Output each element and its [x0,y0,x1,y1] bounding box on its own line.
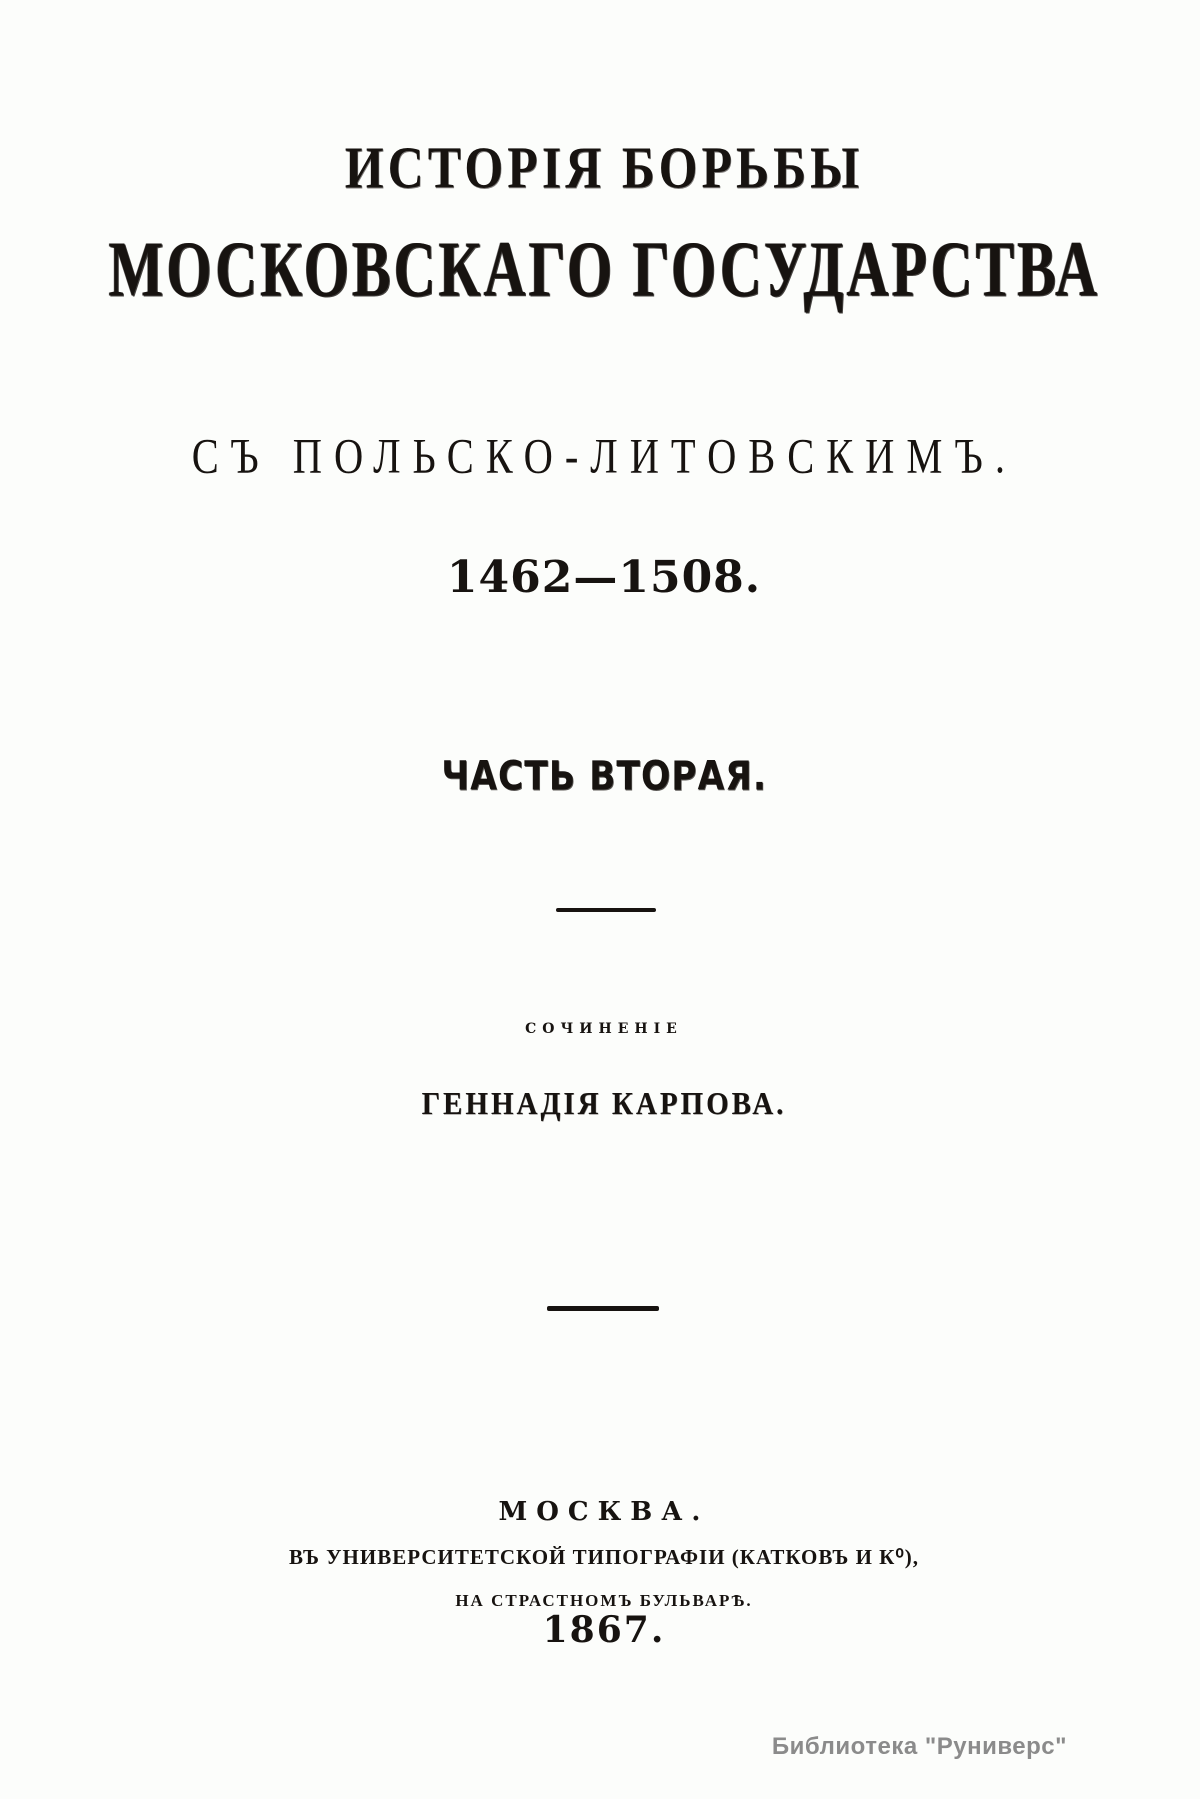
book-date-range: 1462—1508. [446,552,762,603]
imprint-address: НА СТРАСТНОМЪ БУЛЬВАРѢ. [455,1591,753,1610]
imprint-publisher: ВЪ УНИВЕРСИТЕТСКОЙ ТИПОГРАФІИ (КАТКОВЪ И К⁰), [288,1545,920,1569]
book-subtitle: СЪ ПОЛЬСКО-ЛИТОВСКИМЪ. [191,428,1017,484]
book-title-line-1: ИСТОРІЯ БОРЬБЫ [344,134,864,201]
author-name: ГЕННАДІЯ КАРПОВА. [421,1086,787,1122]
byline-label: СОЧИНЕНІЕ [525,1021,683,1037]
book-part-label: ЧАСТЬ ВТОРАЯ. [441,753,767,800]
divider-rule-bottom [547,1306,659,1311]
imprint-city: МОСКВА. [498,1497,710,1527]
book-title-line-2: МОСКОВСКАГО ГОСУДАРСТВА [108,226,1101,314]
library-watermark: Библиотека "Руниверс" [771,1733,1067,1760]
imprint-year: 1867. [542,1609,666,1651]
divider-rule-top [556,908,656,912]
